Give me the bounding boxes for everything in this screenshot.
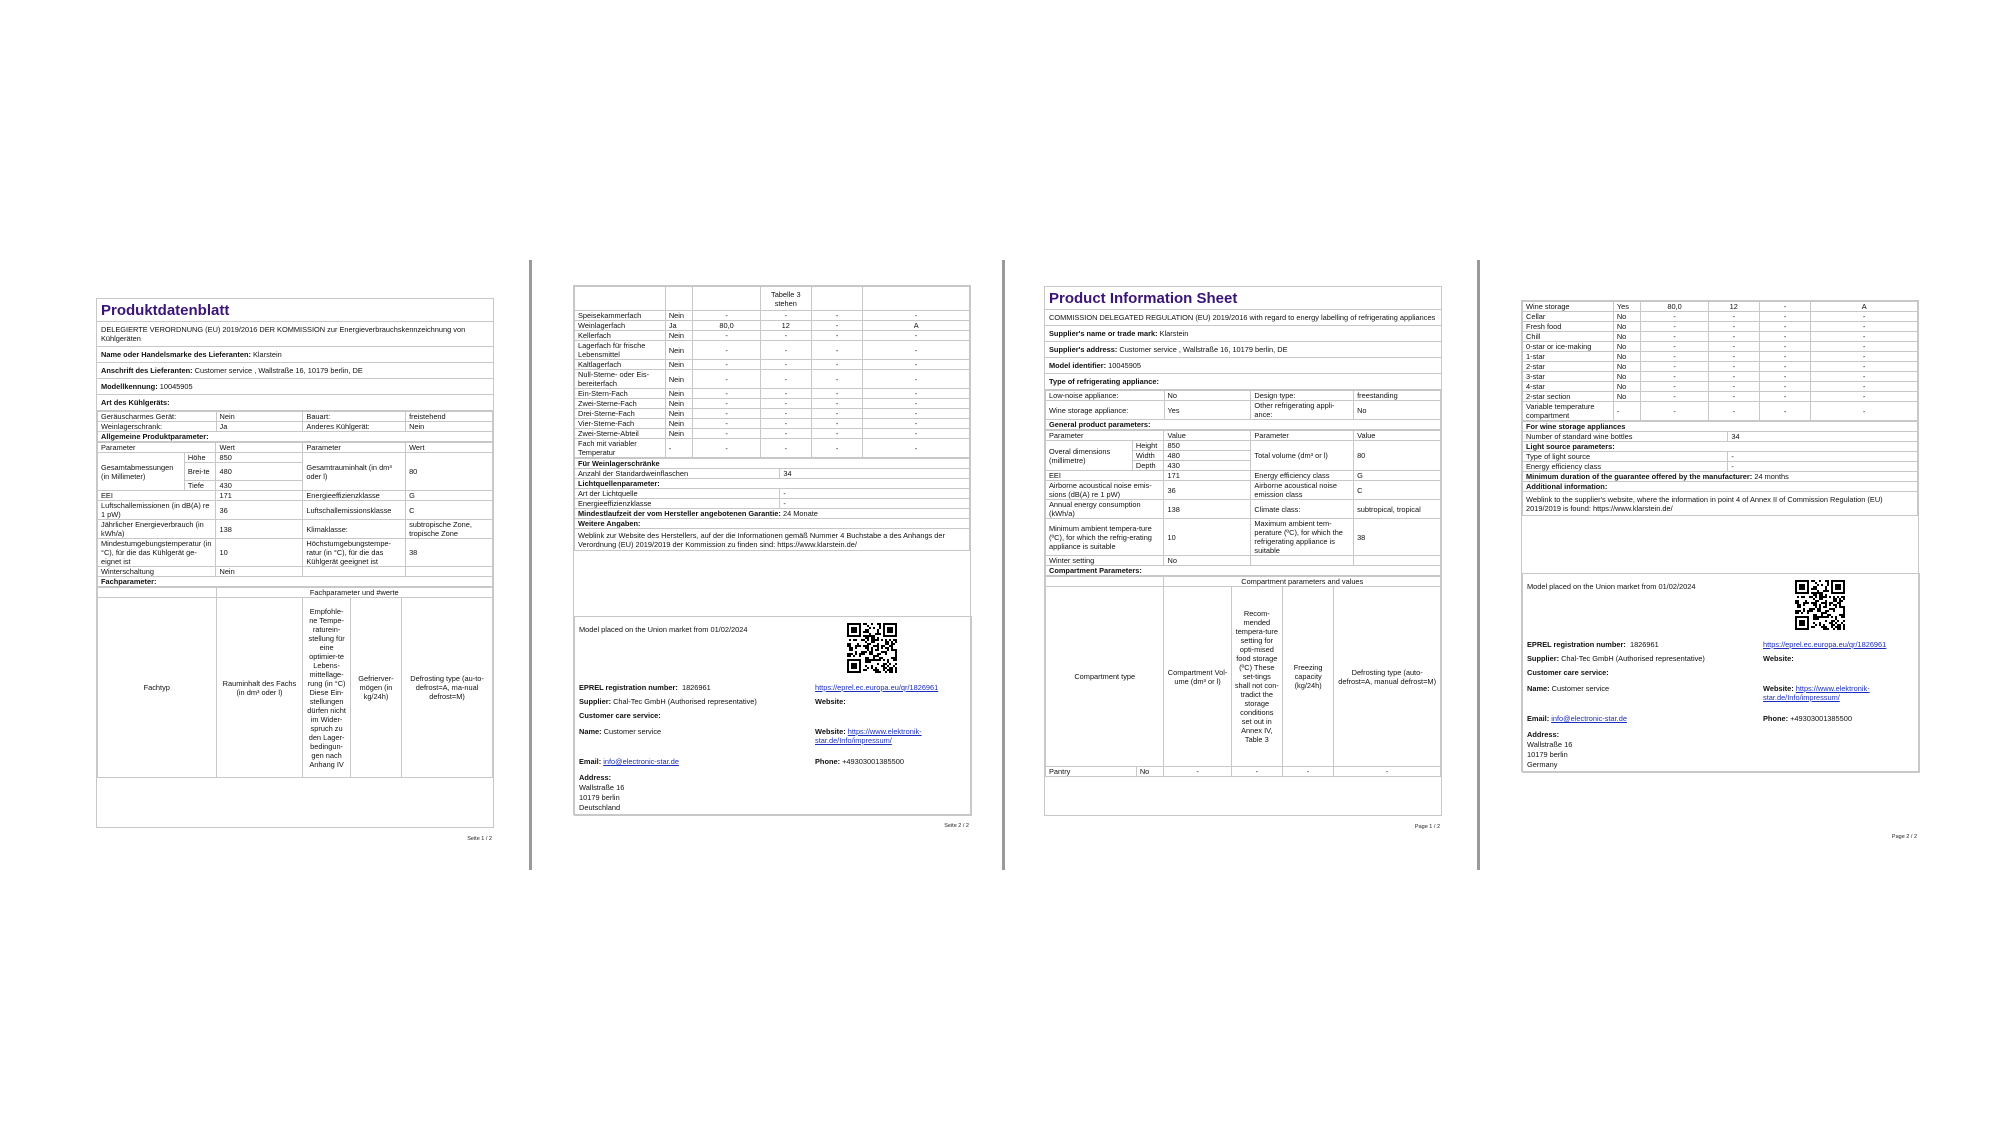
page-separator	[1477, 260, 1480, 870]
sheet-frame	[96, 298, 494, 828]
table-row: 2-star section No - - - -	[1523, 392, 1918, 402]
address-line: Supplier's address: Customer service , Wallstraße 16, 10179 berlin, DE	[1045, 342, 1441, 358]
table-row: Wine storage Yes 80,0 12 - A	[1523, 302, 1918, 312]
table-row: Vier-Sterne-Fach Nein - - - -	[575, 419, 970, 429]
table-row: 4-star No - - - -	[1523, 382, 1918, 392]
email-link[interactable]: info@electronic-star.de	[1551, 714, 1627, 723]
eprel-link[interactable]: https://eprel.ec.europa.eu/qr/1826961	[815, 683, 939, 692]
page-2	[573, 285, 973, 830]
table-row: 1-star No - - - -	[1523, 352, 1918, 362]
sheet-frame	[1044, 286, 1442, 816]
qr-code-icon[interactable]	[1795, 580, 1845, 630]
page-number: Page 2 / 2	[1891, 834, 1917, 840]
eprel-box: Model placed on the Union market from 01/02/2024 EPREL registration number: 1826961 https://eprel.ec.europa.eu/qr/1826961 Supplier: Chal-Tec GmbH (Authorised representative) Website: Customer care service: Name: Customer service Website: https://www.elektronik-star.de/Info/impressum/ Email: info@electronic-star.de Phone: +49303001385500 Address: Wallstraße 16 10179 berlin Germany	[1522, 573, 1920, 773]
address-line: Anschrift des Lieferanten: Customer service , Wallstraße 16, 10179 berlin, DE	[97, 363, 493, 379]
appliance-type-table: Low-noise appliance: No Design type: freestanding Wine storage appliance: Yes Other refrigerating appli-ance: No General product parameters:	[1045, 390, 1441, 430]
sheet-frame	[573, 285, 971, 815]
table-row: Zwei-Sterne-Abteil Nein - - - -	[575, 429, 970, 439]
website-link[interactable]: https://www.elektronik-star.de/Info/impressum/	[815, 727, 922, 745]
page-title: Product Information Sheet	[1045, 287, 1441, 310]
table-row: Weinlagerfach Ja 80,0 12 - A	[575, 321, 970, 331]
compartment-values-table: Tabelle 3 stehen Speisekammerfach Nein - - - - Weinlagerfach Ja 80,0 12 - A Kellerfach Nein - - - - Lagerfach für frische Lebensmittel Nein - - - - Kaltlagerfach Nein - - - - Null-Sterne- oder Eis-bereiterfach Nein - - - - Ein-Stern-Fach Nein - - - - Zwei-Sterne-Fach Nein - - - - Drei-Sterne-Fach Nein - - - - Vier-Sterne-Fach Nein - - - - Zwei-Sterne-Abteil Nein - - - - Fach mit variabler Temperatur - - - - -	[574, 286, 970, 458]
page-separator	[529, 260, 532, 870]
page-number: Seite 1 / 2	[467, 836, 492, 842]
table-row: Zwei-Sterne-Fach Nein - - - -	[575, 399, 970, 409]
table-row: Fresh food No - - - -	[1523, 322, 1918, 332]
sheet-frame	[1521, 300, 1919, 772]
compartment-header-table: Compartment parameters and values Compartment type Compartment Vol-ume (dm³ or l) Recom-mended tempera-ture setting for opti-mised food storage (ºC) These set-tings shall not con-tradict the storage conditions set out in Annex IV, Table 3 Freezing capacity (kg/24h) Defrosting type (auto-defrost=A, manual defrost=M) Pantry No - - - -	[1045, 576, 1441, 777]
table-row: Cellar No - - - -	[1523, 312, 1918, 322]
website-link[interactable]: https://www.elektronik-star.de/Info/impressum/	[1763, 684, 1870, 702]
table-row: Kellerfach Nein - - - -	[575, 331, 970, 341]
page-1	[96, 298, 496, 843]
table-row: Ein-Stern-Fach Nein - - - -	[575, 389, 970, 399]
page-4	[1521, 300, 1921, 845]
table-row: 0-star or ice-making No - - - -	[1523, 342, 1918, 352]
eprel-link[interactable]: https://eprel.ec.europa.eu/qr/1826961	[1763, 640, 1887, 649]
table-row: Pantry No - - - -	[1046, 767, 1441, 777]
type-heading: Type of refrigerating appliance:	[1045, 374, 1441, 390]
eprel-box: Model placed on the Union market from 01/02/2024 EPREL registration number: 1826961 https://eprel.ec.europa.eu/qr/1826961 Supplier: Chal-Tec GmbH (Authorised representative) Website: Customer care service: Name: Customer service Website: https://www.elektronik-star.de/Info/impressum/ Email: info@electronic-star.de Phone: +49303001385500 Address: Wallstraße 16 10179 berlin Deutschland	[574, 616, 972, 816]
compartment-values-table	[1522, 301, 1918, 421]
general-params-table: Parameter Wert Parameter Wert Gesamtabmessungen (in Millimeter) Höhe 850 Gesamtrauminhalt (in dm³ oder l) 80 Brei-te 480 Tiefe 430 EEI 171 Energieeffizienzklasse G Luftschallemissionen (in dB(A) re 1 pW) 36 Luftschallemissionsklasse C Jährlicher Energieverbrauch (in kWh/a) 138 Klimaklasse: subtropische Zone, tropische Zone Mindestumgebungstemperatur (in °C), für die das Kühlgerät ge-eignet ist 10 Höchstumgebungstempe-ratur (in °C), für die das Kühlgerät geeignet ist 38 Winterschaltung Nein Fachparameter:	[97, 442, 493, 587]
supplier-line: Name oder Handelsmarke des Lieferanten: Klarstein	[97, 347, 493, 363]
qr-code-icon[interactable]	[847, 623, 897, 673]
table-row: Chill No - - - -	[1523, 332, 1918, 342]
regulation-text: DELEGIERTE VERORDNUNG (EU) 2019/2016 DER KOMMISSION zur Energieverbrauchskennzeichnung von Kühlgeräten	[97, 322, 493, 347]
page-separator	[1002, 260, 1005, 870]
page-3	[1044, 286, 1444, 831]
wine-table: Für Weinlagerschränke Anzahl der Standardweinflaschen 34 Lichtquellenparameter: Art der Lichtquelle - Energieeffizienzklasse - Mindestlaufzeit der vom Hersteller angebotenen Garantie: 24 Monate Weitere Angaben: Weblink zur Website des Herstellers, auf der die Informationen gemäß Nummer 4 Buchstabe a des Anhangs der Verordnung (EU) 2019/2019 der Kommission zu finden sind: https://www.klarstein.de/	[574, 458, 970, 551]
table-row: Kaltlagerfach Nein - - - -	[575, 360, 970, 370]
page-number: Page 1 / 2	[1414, 824, 1440, 830]
wine-table: For wine storage appliances Number of standard wine bottles 34 Light source parameters: Type of light source - Energy efficiency class - Minimum duration of the guarantee offered by the manufacturer: 24 months Additional information: Weblink to the supplier's website, where the information in point 4 of Annex II of Commission Regulation (EU) 2019/2019 is found: https://www.klarstein.de/	[1522, 421, 1918, 516]
table-row: Lagerfach für frische Lebensmittel Nein - - - -	[575, 341, 970, 360]
table-row: 3-star No - - - -	[1523, 372, 1918, 382]
table-row: Drei-Sterne-Fach Nein - - - -	[575, 409, 970, 419]
supplier-line: Supplier's name or trade mark: Klarstein	[1045, 326, 1441, 342]
type-heading: Art des Kühlgeräts:	[97, 395, 493, 411]
model-line: Modellkennung: 10045905	[97, 379, 493, 395]
table-row: Fach mit variabler Temperatur - - - - -	[575, 439, 970, 458]
general-params-table: Parameter Value Parameter Value Overal dimensions (millimetre) Height 850 Total volume (dm³ or l) 80 Width 480 Depth 430 EEI 171 Energy efficiency class G Airborne acoustical noise emis-sions (dB(A) re 1 pW) 36 Airborne acoustical noise emission class C Annual energy consumption (kWh/a) 138 Climate class: subtropical, tropical Minimum ambient tempera-ture (ºC), for which the refrig-erating appliance is suitable 10 Maximum ambient tem-perature (ºC), for which the refrigerating appliance is suitable 38 Winter setting No Compartment Parameters:	[1045, 430, 1441, 576]
table-row: Speisekammerfach Nein - - - -	[575, 311, 970, 321]
regulation-text: COMMISSION DELEGATED REGULATION (EU) 2019/2016 with regard to energy labelling of refrigerating appliances	[1045, 310, 1441, 326]
model-line: Model identifier: 10045905	[1045, 358, 1441, 374]
page-title: Produktdatenblatt	[97, 299, 493, 322]
table-row: 2-star No - - - -	[1523, 362, 1918, 372]
email-link[interactable]: info@electronic-star.de	[603, 757, 679, 766]
table-row: Variable temperature compartment - - - - -	[1523, 402, 1918, 421]
page-number: Seite 2 / 2	[944, 823, 969, 829]
appliance-type-table: Geräuscharmes Gerät: Nein Bauart: freistehend Weinlagerschrank: Ja Anderes Kühlgerät: Nein Allgemeine Produktparameter:	[97, 411, 493, 442]
table-row: Null-Sterne- oder Eis-bereiterfach Nein - - - -	[575, 370, 970, 389]
compartment-header-table: Fachparameter und #werte Fachtyp Rauminhalt des Fachs (in dm³ oder l) Empfohle-ne Tempe-raturein-stellung für eine optimier-te Lebens-mittellage-rung (in °C) Diese Ein-stellungen dürfen nicht im Wider-spruch zu den Lager-bedingun-gen nach Anhang IV Gefrierver-mögen (in kg/24h) Defrosting type (au-to-defrost=A, ma-nual defrost=M)	[97, 587, 493, 778]
